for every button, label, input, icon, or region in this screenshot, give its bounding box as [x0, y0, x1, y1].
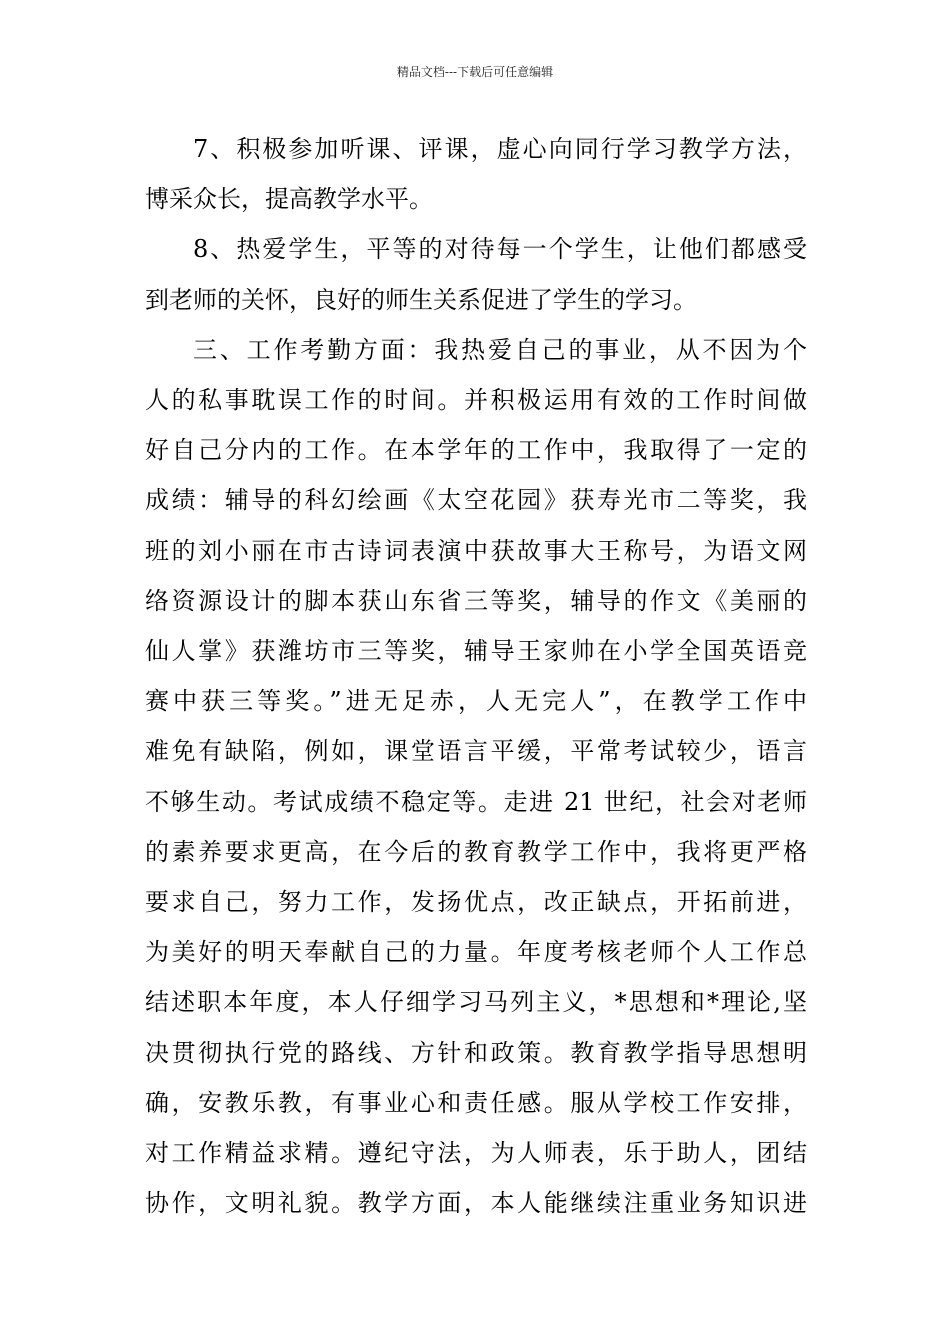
section-3-line-12: 要求自己，努力工作，发扬优点，改正缺点，开拓前进，	[145, 888, 807, 917]
section-3-line-18: 协作，文明礼貌。教学方面，本人能继续注重业务知识进	[145, 1189, 807, 1218]
section-3-line-13: 为美好的明天奉献自己的力量。年度考核老师个人工作总	[145, 938, 807, 967]
paragraph-8-line-2: 到老师的关怀，良好的师生关系促进了学生的学习。	[145, 285, 697, 314]
paragraph-8-line-1: 8、热爱学生，平等的对待每一个学生，让他们都感受	[193, 235, 807, 264]
paragraph-7-line-1: 7、积极参加听课、评课，虚心向同行学习教学方法，	[193, 135, 807, 163]
section-3-line-4: 成绩：辅导的科幻绘画《太空花园》获寿光市二等奖，我	[145, 486, 807, 515]
section-3-line-17: 对工作精益求精。遵纪守法，为人师表，乐于助人，团结	[145, 1139, 807, 1168]
document-body	[145, 124, 807, 1228]
section-3-line-14: 结述职本年度，本人仔细学习马列主义，*思想和*理论,坚	[145, 988, 807, 1017]
page-header: 精品文档---下载后可任意编辑	[396, 65, 554, 79]
section-3-line-8: 赛中获三等奖。”进无足赤，人无完人”，在教学工作中	[145, 687, 807, 716]
section-3-line-1: 三、工作考勤方面：我热爱自己的事业，从不因为个	[193, 335, 807, 364]
section-3-line-2: 人的私事耽误工作的时间。并积极运用有效的工作时间做	[145, 386, 807, 415]
section-3-line-15: 决贯彻执行党的路线、方针和政策。教育教学指导思想明	[145, 1038, 807, 1067]
section-3-line-3: 好自己分内的工作。在本学年的工作中，我取得了一定的	[145, 436, 807, 465]
section-3-line-10: 不够生动。考试成绩不稳定等。走进 21 世纪，社会对老师	[145, 787, 807, 816]
section-3-line-16: 确，安教乐教，有事业心和责任感。服从学校工作安排，	[145, 1088, 807, 1117]
section-3-line-9: 难免有缺陷，例如，课堂语言平缓，平常考试较少，语言	[145, 737, 807, 766]
section-3-line-5: 班的刘小丽在市古诗词表演中获故事大王称号，为语文网	[145, 536, 807, 565]
section-3-line-6: 络资源设计的脚本获山东省三等奖，辅导的作文《美丽的	[145, 586, 807, 615]
section-3-line-11: 的素养要求更高，在今后的教育教学工作中，我将更严格	[145, 837, 807, 866]
paragraph-7-line-2: 博采众长，提高教学水平。	[145, 185, 433, 214]
section-3-line-7: 仙人掌》获潍坊市三等奖，辅导王家帅在小学全国英语竞	[145, 637, 807, 666]
